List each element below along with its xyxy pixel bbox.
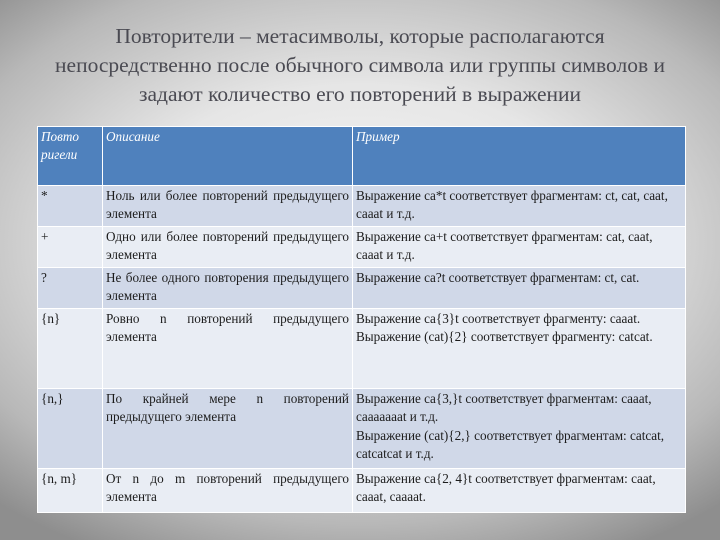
example-line: Выражение ca{2, 4}t соответствует фрагментам: caat, caaat, caaaat. [356, 471, 656, 505]
example-line: Выражение (cat){2} соответствует фрагменту: catcat. [356, 329, 653, 345]
example-cell [353, 227, 686, 268]
table-row [38, 186, 686, 227]
example-line: Выражение ca+t соответствует фрагментам: cat, caat, caaat и т.д. [356, 229, 653, 263]
table-row [38, 268, 686, 309]
table-header-row [38, 127, 686, 186]
example-cell [353, 186, 686, 227]
header-quantifiers: Повто ригели [38, 127, 103, 186]
example-line: Выражение ca{3,}t соответствует фрагментам: caaat, caaaaaaat и т.д. [356, 391, 652, 425]
quantifier-cell: {n,} [38, 389, 103, 469]
example-line: Выражение ca*t соответствует фрагментам: ct, cat, caat, caaat и т.д. [356, 188, 668, 222]
quantifier-cell: + [38, 227, 103, 268]
description-cell: Одно или более повторений предыдущего элемента [103, 227, 353, 268]
example-line: Выражение ca{3}t соответствует фрагменту: caaat. [356, 311, 641, 326]
example-cell [353, 268, 686, 309]
example-line: Выражение (cat){2,} соответствует фрагментам: catcat, catcatcat и т.д. [356, 427, 665, 462]
quantifier-cell: {n, m} [38, 469, 103, 513]
description-cell: Ноль или более повторений предыдущего элемента [103, 186, 353, 227]
quantifier-cell: * [38, 186, 103, 227]
table-row [38, 469, 686, 513]
example-cell [353, 309, 686, 389]
description-cell: Ровно n повторений предыдущего элемента [103, 309, 353, 389]
table-row [38, 389, 686, 469]
quantifier-cell: ? [38, 268, 103, 309]
header-description: Описание [103, 127, 353, 186]
header-example: Пример [353, 127, 686, 186]
table-row [38, 227, 686, 268]
example-cell [353, 469, 686, 513]
description-cell: От n до m повторений предыдущего элемента [103, 469, 353, 513]
description-cell: По крайней мере n повторений предыдущего элемента [103, 389, 353, 469]
example-line: Выражение ca?t соответствует фрагментам: ct, cat. [356, 270, 640, 285]
table-row [38, 309, 686, 389]
quantifiers-table [37, 126, 686, 513]
example-cell [353, 389, 686, 469]
description-cell: Не более одного повторения предыдущего элемента [103, 268, 353, 309]
quantifier-cell: {n} [38, 309, 103, 389]
slide-title: Повторители – метасимволы, которые располагаются непосредственно после обычного символа или группы символов и задают количество его повторений в выражении [55, 24, 665, 106]
